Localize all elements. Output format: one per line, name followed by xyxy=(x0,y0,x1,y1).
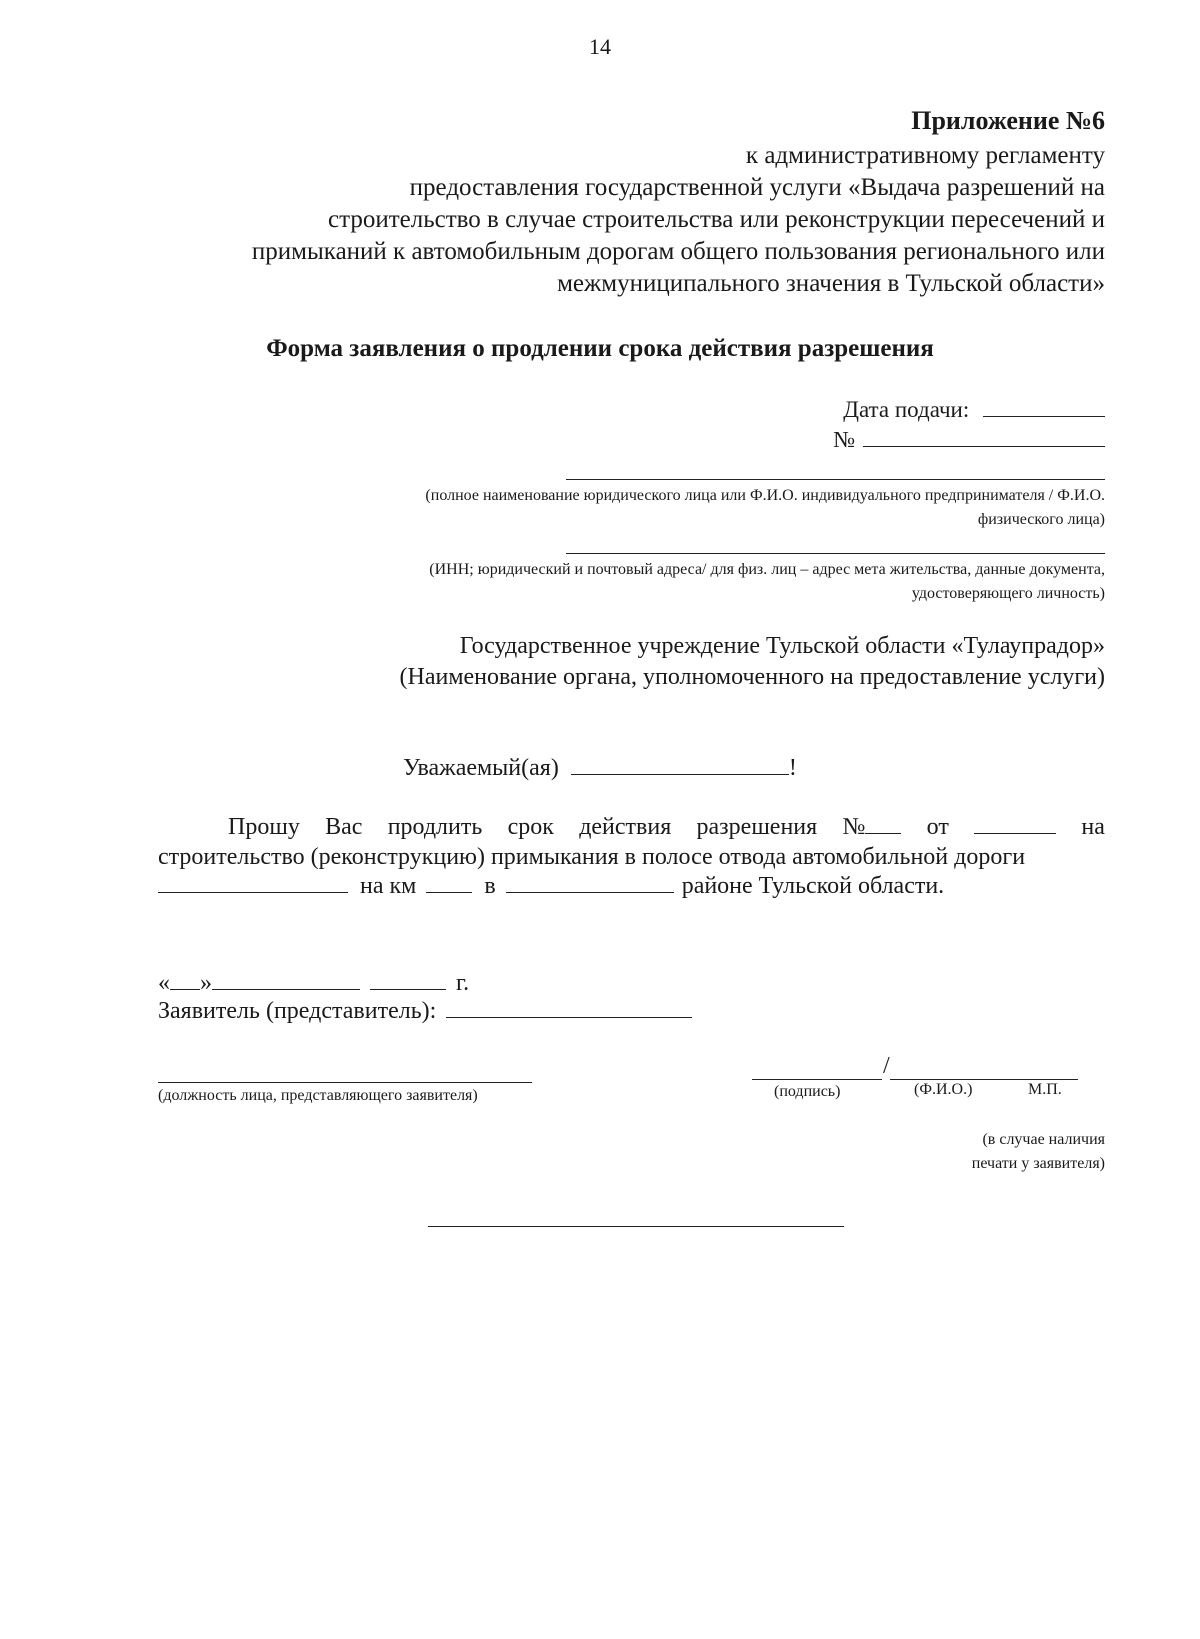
applicant-label: Заявитель (представитель): xyxy=(158,998,437,1024)
applicant-row xyxy=(158,998,692,1025)
permit-date-field[interactable] xyxy=(974,832,1056,834)
appendix-line: предоставления государственной услуги «Выдача разрешений на xyxy=(409,174,1105,201)
number-sign: № xyxy=(842,814,866,840)
application-number-label: № xyxy=(833,427,856,452)
applicant-name-caption xyxy=(205,484,1105,532)
signing-day-field[interactable] xyxy=(170,988,200,990)
road-name-field[interactable] xyxy=(158,891,348,893)
position-field[interactable] xyxy=(158,1082,532,1083)
organization-caption: (Наименование органа, уполномоченного на предоставление услуги) xyxy=(399,664,1105,690)
applicant-details-caption xyxy=(205,558,1105,606)
district-suffix: районе Тульской области. xyxy=(681,873,945,899)
body-word: действия xyxy=(579,814,672,840)
submission-date-field[interactable] xyxy=(983,415,1105,417)
closing-divider xyxy=(428,1226,844,1227)
caption-line: (полное наименование юридического лица или Ф.И.О. индивидуального предпринимателя / Ф.И.О. xyxy=(425,487,1105,504)
signature-slash: / xyxy=(883,1053,890,1079)
seal-note-line: печати у заявителя) xyxy=(971,1155,1105,1172)
district-field[interactable] xyxy=(506,891,674,893)
permit-number-field[interactable] xyxy=(865,832,901,834)
body-word: разрешения xyxy=(696,814,818,840)
appendix-title: Приложение №6 xyxy=(911,106,1105,135)
submission-date-label: Дата подачи: xyxy=(843,397,970,422)
caption-line: (ИНН; юридический и почтовый адреса/ для физ. лиц – адрес мета жительства, данные документа, xyxy=(429,561,1105,578)
caption-line: физического лица) xyxy=(977,511,1105,528)
signing-date-row xyxy=(158,970,469,997)
from-word: от xyxy=(926,814,949,840)
body-word: продлить xyxy=(387,814,483,840)
applicant-name-field[interactable] xyxy=(566,479,1105,480)
fio-caption: (Ф.И.О.) xyxy=(914,1081,973,1098)
position-caption: (должность лица, представляющего заявителя) xyxy=(158,1087,478,1104)
greeting-suffix: ! xyxy=(788,755,797,781)
form-title: Форма заявления о продлении срока действия разрешения xyxy=(266,335,934,362)
body-word: срок xyxy=(507,814,554,840)
applicant-details-field[interactable] xyxy=(566,553,1105,554)
submission-date-row xyxy=(843,397,1105,423)
fio-field[interactable] xyxy=(890,1079,1078,1080)
in-label: в xyxy=(484,873,496,899)
appendix-description xyxy=(105,140,1105,300)
body-word: Прошу xyxy=(228,814,300,840)
signature-field[interactable] xyxy=(752,1079,882,1080)
km-field[interactable] xyxy=(426,891,472,893)
permit-number-group xyxy=(842,812,901,842)
addressee-field[interactable] xyxy=(571,773,789,775)
signing-month-field[interactable] xyxy=(212,988,360,990)
body-line-1 xyxy=(158,812,1105,842)
appendix-line: к административному регламенту xyxy=(745,142,1105,169)
application-number-row xyxy=(833,427,1105,453)
body-line-2: строительство (реконструкцию) примыкания в полосе отвода автомобильной дороги xyxy=(158,844,1026,870)
body-line-3 xyxy=(158,871,1105,901)
page-number: 14 xyxy=(589,34,611,59)
appendix-line: межмуниципального значения в Тульской области» xyxy=(557,270,1105,297)
body-word: Вас xyxy=(325,814,363,840)
organization-name: Государственное учреждение Тульской области «Тулаупрадор» xyxy=(459,633,1105,659)
signing-year-field[interactable] xyxy=(370,988,446,990)
applicant-field[interactable] xyxy=(446,1016,692,1018)
na-word: на xyxy=(1081,814,1105,840)
appendix-line: строительство в случае строительства или реконструкции пересечений и xyxy=(328,206,1105,233)
greeting xyxy=(0,755,1200,782)
application-number-field[interactable] xyxy=(863,445,1105,447)
seal-note xyxy=(972,1128,1105,1176)
seal-note-line: (в случае наличия xyxy=(982,1131,1105,1148)
greeting-prefix: Уважаемый(ая) xyxy=(403,755,559,781)
year-suffix: г. xyxy=(456,970,470,996)
appendix-line: примыканий к автомобильным дорогам общего пользования регионального или xyxy=(251,238,1105,265)
seal-label: М.П. xyxy=(1028,1081,1062,1098)
caption-line: удостоверяющего личность) xyxy=(911,585,1105,602)
km-label: на км xyxy=(360,873,417,899)
open-quote: « xyxy=(158,970,170,996)
signature-caption: (подпись) xyxy=(774,1083,841,1100)
close-quote: » xyxy=(200,970,212,996)
